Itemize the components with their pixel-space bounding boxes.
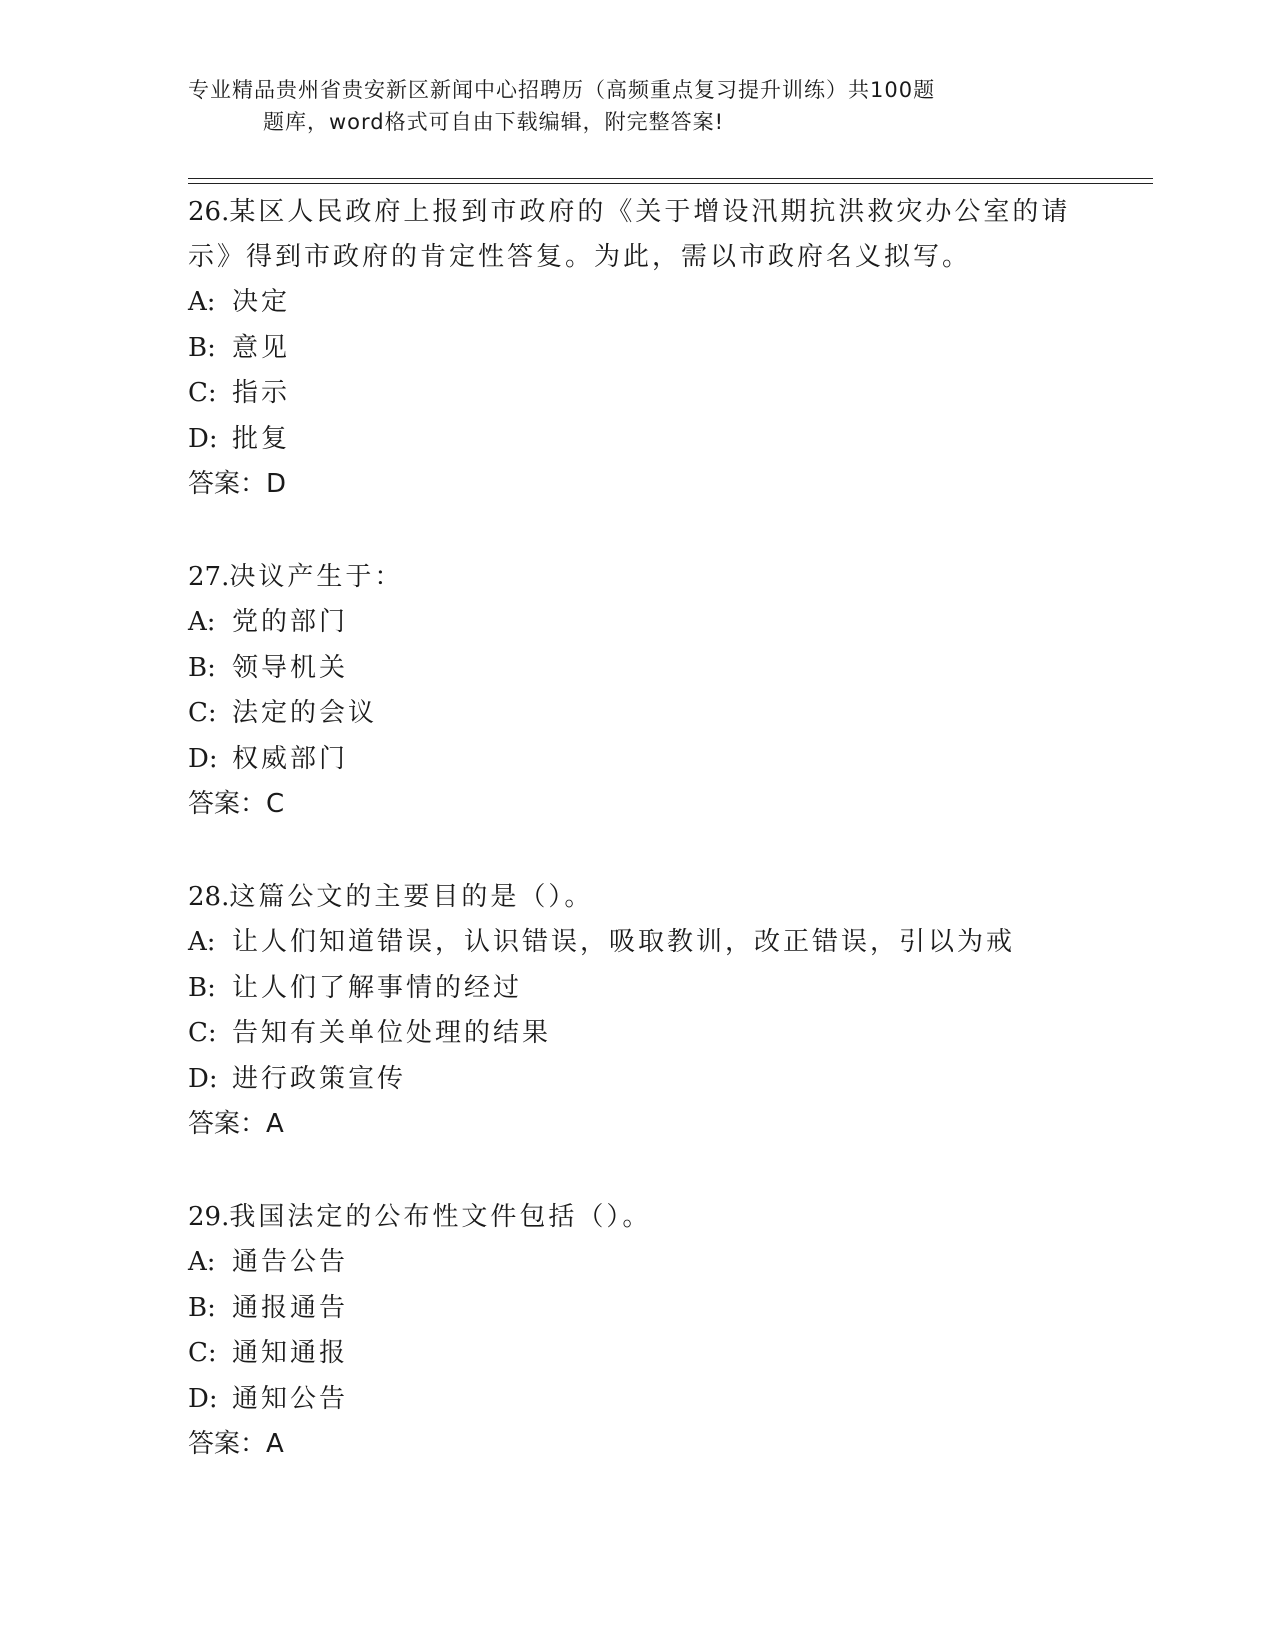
option-key: B: <box>188 1292 216 1323</box>
question-stem <box>188 555 1088 600</box>
option-d <box>188 417 1088 463</box>
option-d <box>188 1377 1088 1423</box>
option-text: 让人们知道错误，认识错误，吸取教训，改正错误，引以为戒 <box>232 927 1016 957</box>
option-key: A: <box>188 1247 216 1277</box>
question-stem-continued <box>188 235 1088 280</box>
option-c <box>188 371 1088 417</box>
option-a <box>188 920 1088 966</box>
option-d <box>188 1057 1088 1103</box>
option-key: A: <box>188 287 216 317</box>
option-text: 指示 <box>232 378 291 408</box>
option-a <box>188 600 1088 646</box>
option-text: 通告公告 <box>232 1247 349 1277</box>
question-number: 27. <box>188 562 230 592</box>
question-27 <box>188 555 1088 827</box>
option-b <box>188 646 1088 692</box>
question-list <box>188 190 1088 1515</box>
question-stem-line-1: 这篇公文的主要目的是（）。 <box>229 882 594 912</box>
option-key: B: <box>188 972 216 1003</box>
question-stem-line-2: 示》得到市政府的肯定性答复。为此，需以市政府名义拟写。 <box>188 242 972 272</box>
option-c <box>188 691 1088 737</box>
header-line-2: 题库，word格式可自由下载编辑，附完整答案! <box>263 110 725 134</box>
option-text: 通知通报 <box>232 1338 349 1368</box>
option-key: B: <box>188 332 216 363</box>
header-rule-bottom <box>188 183 1153 184</box>
option-key: C: <box>188 698 217 728</box>
option-key: D: <box>188 1383 218 1414</box>
answer-line: 答案：C <box>188 789 285 819</box>
option-key: A: <box>188 607 216 637</box>
question-stem-line-1: 决议产生于： <box>229 562 404 592</box>
option-text: 进行政策宣传 <box>232 1063 407 1094</box>
question-28 <box>188 875 1088 1147</box>
question-stem-line-1: 我国法定的公布性文件包括（）。 <box>229 1202 652 1232</box>
question-number: 29. <box>188 1202 230 1232</box>
answer-line: 答案：A <box>188 1429 284 1459</box>
option-text: 决定 <box>232 287 291 317</box>
option-key: C: <box>188 378 217 408</box>
option-text: 通报通告 <box>232 1292 349 1323</box>
option-c <box>188 1011 1088 1057</box>
option-text: 党的部门 <box>232 607 349 637</box>
option-key: D: <box>188 743 218 774</box>
question-26 <box>188 190 1088 507</box>
question-number: 28. <box>188 882 230 912</box>
option-text: 法定的会议 <box>232 698 378 728</box>
option-b <box>188 1286 1088 1332</box>
question-stem <box>188 1195 1088 1240</box>
option-a <box>188 280 1088 326</box>
answer-line: 答案：A <box>188 1109 284 1139</box>
answer-line: 答案：D <box>188 469 287 499</box>
question-stem <box>188 875 1088 920</box>
option-key: A: <box>188 927 216 957</box>
option-text: 意见 <box>232 332 291 363</box>
option-key: D: <box>188 1063 218 1094</box>
option-a <box>188 1240 1088 1286</box>
option-text: 批复 <box>232 423 291 454</box>
question-number: 26. <box>188 197 230 227</box>
option-key: C: <box>188 1338 217 1368</box>
question-stem-line-1: 某区人民政府上报到市政府的《关于增设汛期抗洪救灾办公室的请 <box>229 197 1071 227</box>
option-text: 告知有关单位处理的结果 <box>232 1018 552 1048</box>
option-key: D: <box>188 423 218 454</box>
document-header <box>188 74 1088 138</box>
option-b <box>188 326 1088 372</box>
question-stem <box>188 190 1088 235</box>
option-key: B: <box>188 652 216 683</box>
option-c <box>188 1331 1088 1377</box>
option-text: 权威部门 <box>232 743 349 774</box>
option-key: C: <box>188 1018 217 1048</box>
option-d <box>188 737 1088 783</box>
option-text: 让人们了解事情的经过 <box>232 972 523 1003</box>
option-text: 领导机关 <box>232 652 349 683</box>
option-text: 通知公告 <box>232 1383 349 1414</box>
header-line-1: 专业精品贵州省贵安新区新闻中心招聘历（高频重点复习提升训练）共100题 <box>188 78 936 102</box>
header-rule-top <box>188 178 1153 179</box>
question-29 <box>188 1195 1088 1467</box>
option-b <box>188 966 1088 1012</box>
